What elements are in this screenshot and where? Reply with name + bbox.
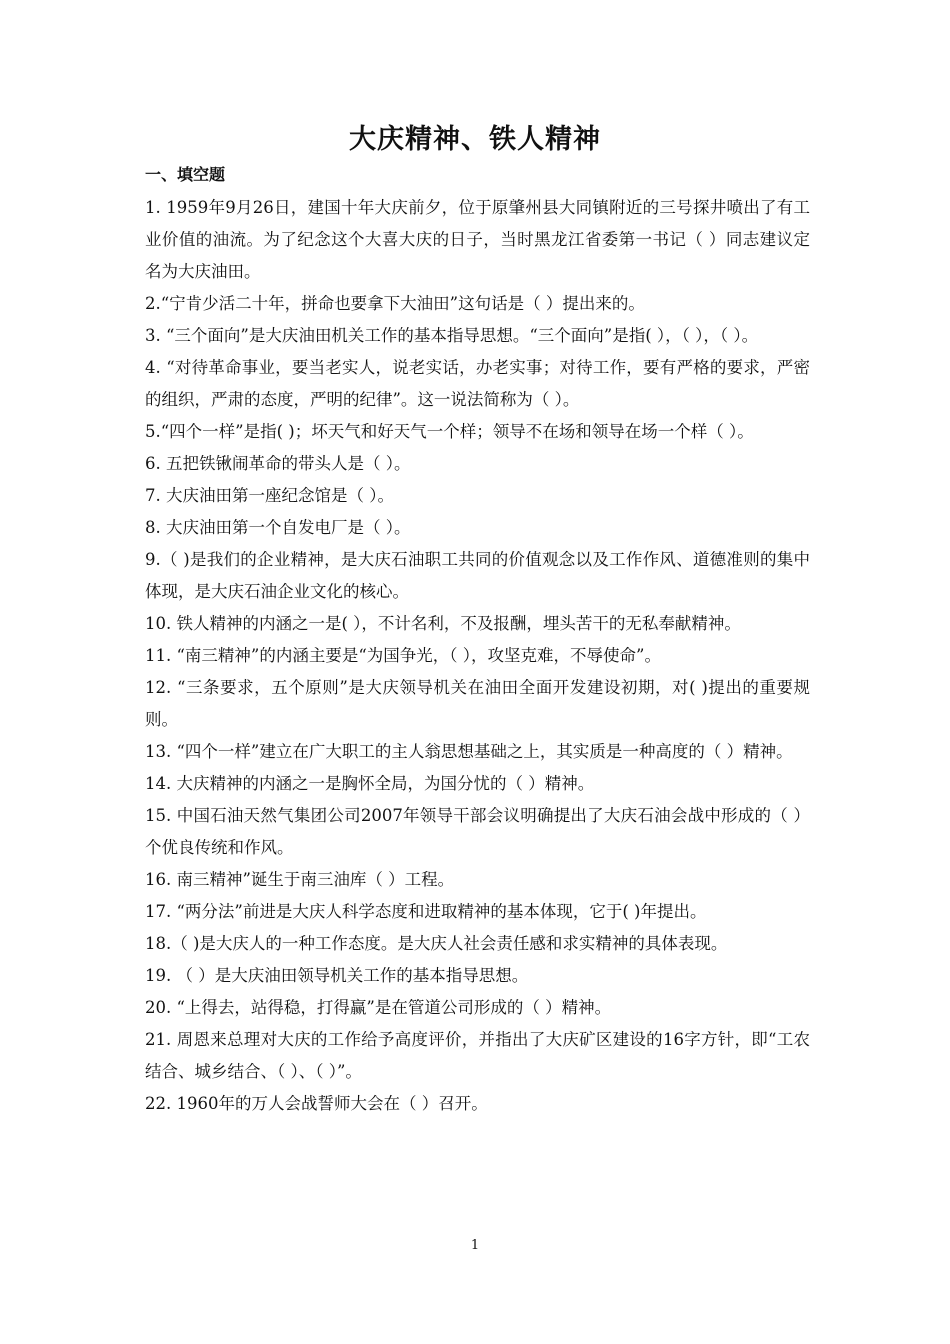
- section-heading: 一、填空题: [145, 165, 226, 184]
- question-item: 4. “对待革命事业，要当老实人，说老实话，办老实事；对待工作，要有严格的要求，严密的组织，严肃的态度，严明的纪律”。这一说法简称为（ ）。: [145, 358, 810, 409]
- question-item: 15. 中国石油天然气集团公司2007年领导干部会议明确提出了大庆石油会战中形成的（ ）个优良传统和作风。: [145, 806, 810, 857]
- question-item: 6. 五把铁锹闹革命的带头人是（ ）。: [145, 454, 411, 473]
- question-item: 10. 铁人精神的内涵之一是( ），不计名利，不及报酬，埋头苦干的无私奉献精神。: [145, 614, 741, 633]
- question-item: 7. 大庆油田第一座纪念馆是（ ）。: [145, 486, 394, 505]
- question-item: 9.（ )是我们的企业精神，是大庆石油职工共同的价值观念以及工作作风、道德准则的集中体现，是大庆石油企业文化的核心。: [145, 550, 810, 601]
- question-item: 11. “南三精神”的内涵主要是“为国争光，（ ），攻坚克难，不辱使命”。: [145, 646, 661, 665]
- question-item: 22. 1960年的万人会战誓师大会在（ ）召开。: [145, 1094, 488, 1113]
- question-item: 5.“四个一样”是指( )；坏天气和好天气一个样；领导不在场和领导在场一个样（ ）。: [145, 422, 754, 441]
- question-item: 3. “三个面向”是大庆油田机关工作的基本指导思想。“三个面向”是指( ），（ ），（ ）。: [145, 326, 759, 345]
- question-item: 18.（ )是大庆人的一种工作态度。是大庆人社会责任感和求实精神的具体表现。: [145, 934, 728, 953]
- page-title: 大庆精神、铁人精神: [349, 124, 601, 155]
- question-item: 12. “三条要求，五个原则”是大庆领导机关在油田全面开发建设初期，对( )提出的重要规则。: [145, 678, 810, 729]
- question-item: 2.“宁肯少活二十年，拼命也要拿下大油田”这句话是（ ）提出来的。: [145, 294, 645, 313]
- question-item: 21. 周恩来总理对大庆的工作给予高度评价，并指出了大庆矿区建设的16字方针，即“工农结合、城乡结合、（ ）、（ ）”。: [145, 1030, 810, 1081]
- question-item: 14. 大庆精神的内涵之一是胸怀全局，为国分忧的（ ）精神。: [145, 774, 595, 793]
- question-item: 16. 南三精神”诞生于南三油库（ ）工程。: [145, 870, 455, 889]
- question-item: 19. （ ）是大庆油田领导机关工作的基本指导思想。: [145, 966, 529, 985]
- question-item: 20. “上得去，站得稳，打得赢”是在管道公司形成的（ ）精神。: [145, 998, 612, 1017]
- question-item: 1. 1959年9月26日，建国十年大庆前夕，位于原肇州县大同镇附近的三号探井喷出了有工业价值的油流。为了纪念这个大喜大庆的日子，当时黑龙江省委第一书记（ ）同志建议定名为大庆油田。: [145, 198, 810, 281]
- question-item: 13. “四个一样”建立在广大职工的主人翁思想基础之上，其实质是一种高度的（ ）精神。: [145, 742, 793, 761]
- question-item: 17. “两分法”前进是大庆人科学态度和进取精神的基本体现，它于( )年提出。: [145, 902, 707, 921]
- page-number: 1: [470, 1238, 480, 1253]
- question-item: 8. 大庆油田第一个自发电厂是（ ）。: [145, 518, 411, 537]
- question-list: [145, 192, 810, 1120]
